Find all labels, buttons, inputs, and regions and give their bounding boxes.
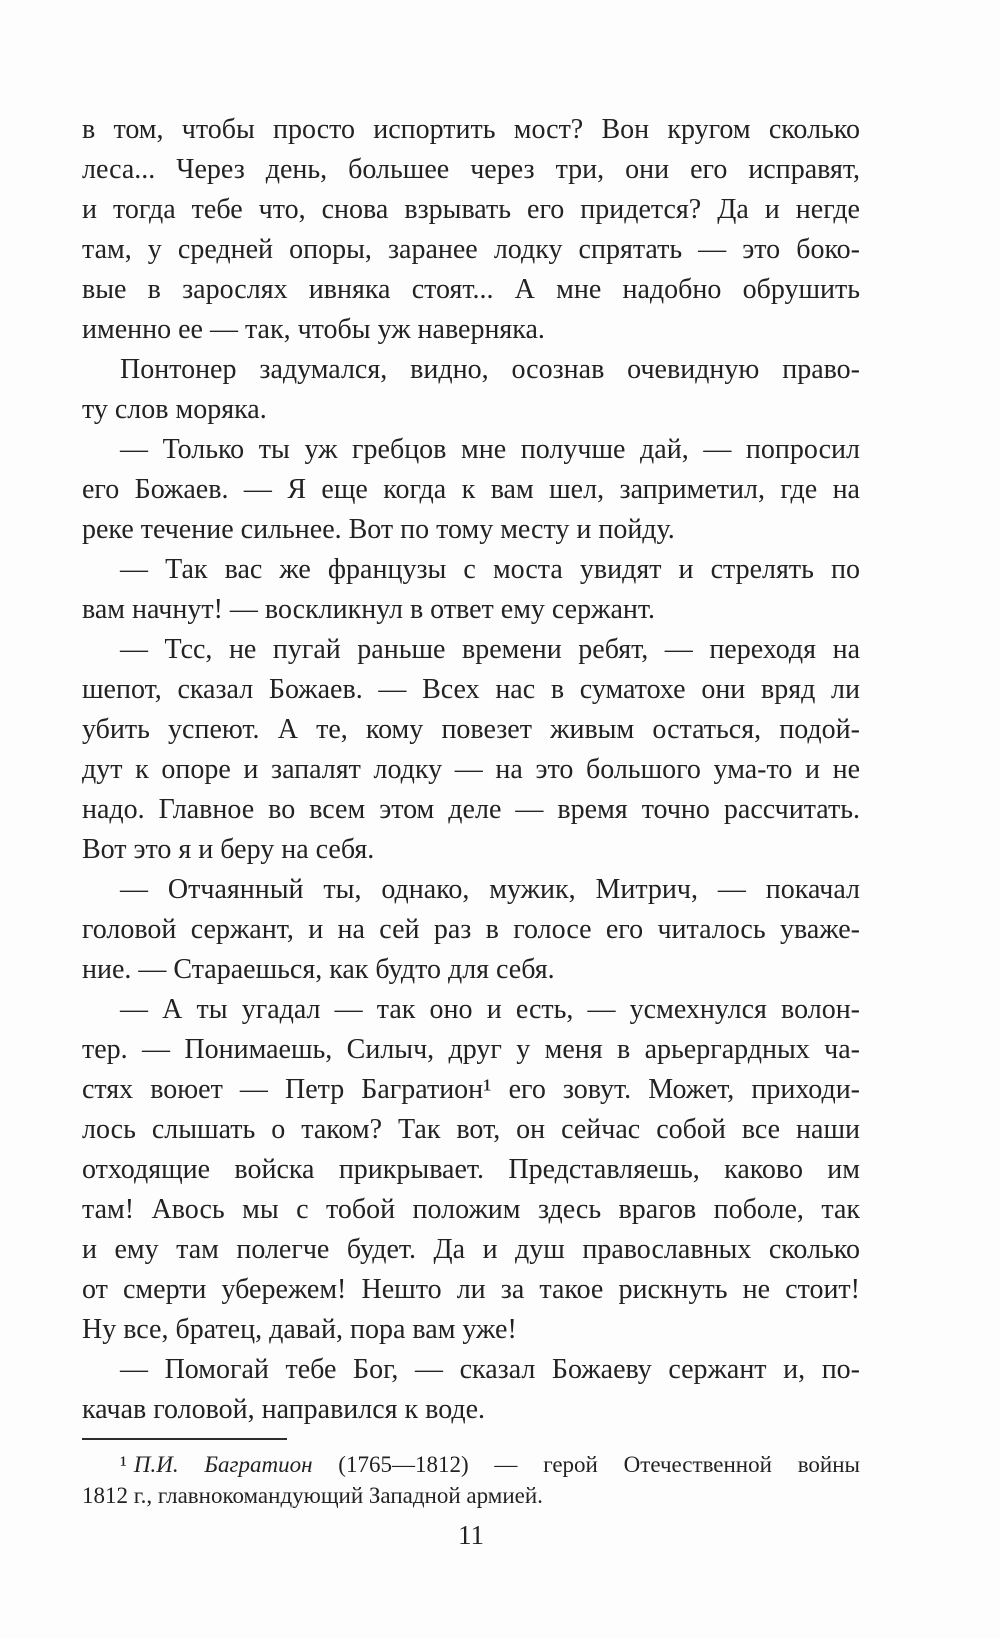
paragraph xyxy=(82,550,860,630)
text-line: лось слышать о таком? Так вот, он сейчас собой все наши xyxy=(82,1114,860,1145)
text-line: от смерти убережем! Нешто ли за такое рискнуть не стоит! xyxy=(82,1274,860,1305)
text-line: стях воюет — Петр Багратион¹ его зовут. Может, приходи- xyxy=(82,1074,860,1105)
text-line: — Так вас же французы с моста увидят и стрелять по xyxy=(120,554,860,585)
text-line: его Божаев. — Я еще когда к вам шел, заприметил, где на xyxy=(82,474,860,505)
text-line: — Помогай тебе Бог, — сказал Божаеву сержант и, по- xyxy=(120,1354,860,1385)
text-line: вые в зарослях ивняка стоят... А мне надобно обрушить xyxy=(82,274,860,305)
text-line: тер. — Понимаешь, Силыч, друг у меня в арьергардных ча- xyxy=(82,1034,860,1065)
paragraph xyxy=(82,1350,860,1430)
text-line: — Только ты уж гребцов мне получше дай, — попросил xyxy=(120,434,860,465)
text-line: в том, чтобы просто испортить мост? Вон кругом сколько xyxy=(82,114,860,145)
text-line: дут к опоре и запалят лодку — на это большого ума-то и не xyxy=(82,754,860,785)
text-line: Понтонер задумался, видно, осознав очевидную право- xyxy=(120,354,860,385)
text-line: качав головой, направился к воде. xyxy=(82,1394,486,1425)
footnote-author: П.И. Багратион xyxy=(133,1452,313,1477)
text-line: — А ты угадал — так оно и есть, — усмехнулся волон- xyxy=(120,994,860,1025)
text-line: отходящие войска прикрывает. Представляешь, каково им xyxy=(82,1154,860,1185)
text-line: там, у средней опоры, заранее лодку спрятать — это боко- xyxy=(82,234,860,265)
paragraph xyxy=(82,990,860,1350)
text-line: ние. — Стараешься, как будто для себя. xyxy=(82,954,555,985)
paragraph xyxy=(82,430,860,550)
paragraph xyxy=(82,630,860,870)
text-line: и ему там полегче будет. Да и душ православных сколько xyxy=(82,1234,860,1265)
text-line: там! Авось мы с тобой положим здесь врагов поболе, так xyxy=(82,1194,860,1225)
text-line: Ну все, братец, давай, пора вам уже! xyxy=(82,1314,517,1345)
text-line: убить успеют. А те, кому повезет живым остаться, подой- xyxy=(82,714,860,745)
text-line: Вот это я и беру на себя. xyxy=(82,834,375,865)
main-text-block xyxy=(82,110,860,1430)
text-line: надо. Главное во всем этом деле — время точно рассчитать. xyxy=(82,794,860,825)
footnote xyxy=(82,1438,860,1511)
text-line: — Тсс, не пугай раньше времени ребят, — переходя на xyxy=(120,634,860,665)
paragraph xyxy=(82,350,860,430)
text-line: шепот, сказал Божаев. — Всех нас в суматохе они вряд ли xyxy=(82,674,860,705)
footnote-text: (1765—1812) — герой Отечественной войны xyxy=(312,1452,861,1477)
text-line: реке течение сильнее. Вот по тому месту и пойду. xyxy=(82,514,675,545)
paragraph xyxy=(82,110,860,350)
footnote-marker: ¹ xyxy=(120,1452,127,1477)
paragraph xyxy=(82,870,860,990)
page-number: 11 xyxy=(458,1520,484,1550)
text-line: — Отчаянный ты, однако, мужик, Митрич, — покачал xyxy=(120,874,860,905)
text-line: именно ее — так, чтобы уж наверняка. xyxy=(82,314,545,345)
footnote-line-1 xyxy=(82,1449,860,1480)
text-line: и тогда тебе что, снова взрывать его придется? Да и негде xyxy=(82,194,860,225)
text-line: леса... Через день, большее через три, они его исправят, xyxy=(82,154,860,185)
text-line: вам начнут! — воскликнул в ответ ему сержант. xyxy=(82,594,656,625)
footnote-line-2: 1812 г., главнокомандующий Западной армией. xyxy=(82,1483,543,1508)
text-line: головой сержант, и на сей раз в голосе его читалось уваже- xyxy=(82,914,860,945)
footnote-rule xyxy=(82,1438,287,1440)
text-line: ту слов моряка. xyxy=(82,394,267,425)
